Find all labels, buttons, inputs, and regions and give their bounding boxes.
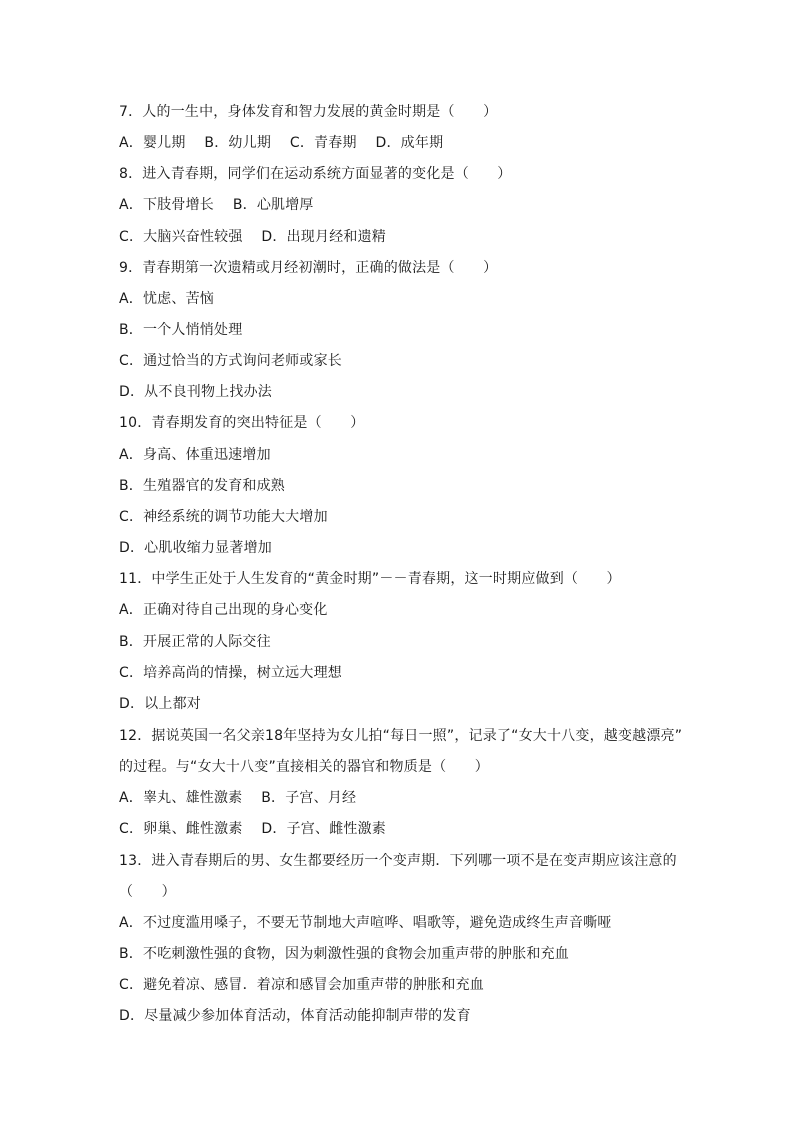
question-11-option-d: D．以上都对 (119, 696, 201, 712)
question-12-options-ab: A．睾丸、雄性激素 B．子宫、月经 (119, 790, 357, 806)
question-11-option-a: A．正确对待自己出现的身心变化 (119, 602, 328, 618)
question-10-option-d: D．心肌收缩力显著增加 (119, 540, 272, 556)
question-11-option-c: C．培养高尚的情操，树立远大理想 (119, 665, 342, 681)
question-12-stem-line-1: 12．据说英国一名父亲18年坚持为女儿拍“每日一照”，记录了“女大十八变，越变越漂亮” (119, 728, 683, 744)
question-8-stem: 8．进入青春期，同学们在运动系统方面显著的变化是（ ） (119, 166, 512, 182)
question-8-options-ab: A．下肢骨增长 B．心肌增厚 (119, 197, 314, 213)
question-13-option-c: C．避免着凉、感冒．着凉和感冒会加重声带的肿胀和充血 (119, 977, 484, 993)
question-8-options-cd: C．大脑兴奋性较强 D．出现月经和遗精 (119, 229, 387, 245)
question-10-option-c: C．神经系统的调节功能大大增加 (119, 509, 328, 525)
question-12-options-cd: C．卵巢、雌性激素 D．子宫、雌性激素 (119, 821, 387, 837)
question-13-stem-line-2: （ ） (119, 884, 176, 900)
question-10-option-b: B．生殖器官的发育和成熟 (119, 478, 286, 494)
question-13-option-d: D．尽量减少参加体育活动，体育活动能抑制声带的发育 (119, 1008, 471, 1024)
question-9-option-d: D．从不良刊物上找办法 (119, 384, 272, 400)
question-10-option-a: A．身高、体重迅速增加 (119, 447, 271, 463)
question-11-stem: 11．中学生正处于人生发育的“黄金时期”－－青春期，这一时期应做到（ ） (119, 571, 621, 587)
question-12-stem-line-2: 的过程。与“女大十八变”直接相关的器官和物质是（ ） (119, 759, 489, 775)
question-10-stem: 10．青春期发育的突出特征是（ ） (119, 415, 365, 431)
question-9-stem: 9．青春期第一次遗精或月经初潮时，正确的做法是（ ） (119, 260, 498, 276)
question-7-stem: 7．人的一生中，身体发育和智力发展的黄金时期是（ ） (119, 104, 498, 120)
question-7-options: A．婴儿期 B．幼儿期 C．青春期 D．成年期 (119, 135, 444, 151)
question-9-option-a: A．忧虑、苦恼 (119, 291, 214, 307)
question-13-stem-line-1: 13．进入青春期后的男、女生都要经历一个变声期．下列哪一项不是在变声期应该注意的 (119, 853, 677, 869)
question-9-option-b: B．一个人悄悄处理 (119, 322, 243, 338)
question-9-option-c: C．通过恰当的方式询问老师或家长 (119, 353, 342, 369)
question-11-option-b: B．开展正常的人际交往 (119, 634, 271, 650)
question-13-option-a: A．不过度滥用嗓子，不要无节制地大声喧哗、唱歌等，避免造成终生声音嘶哑 (119, 915, 612, 931)
question-13-option-b: B．不吃刺激性强的食物，因为刺激性强的食物会加重声带的肿胀和充血 (119, 946, 570, 962)
